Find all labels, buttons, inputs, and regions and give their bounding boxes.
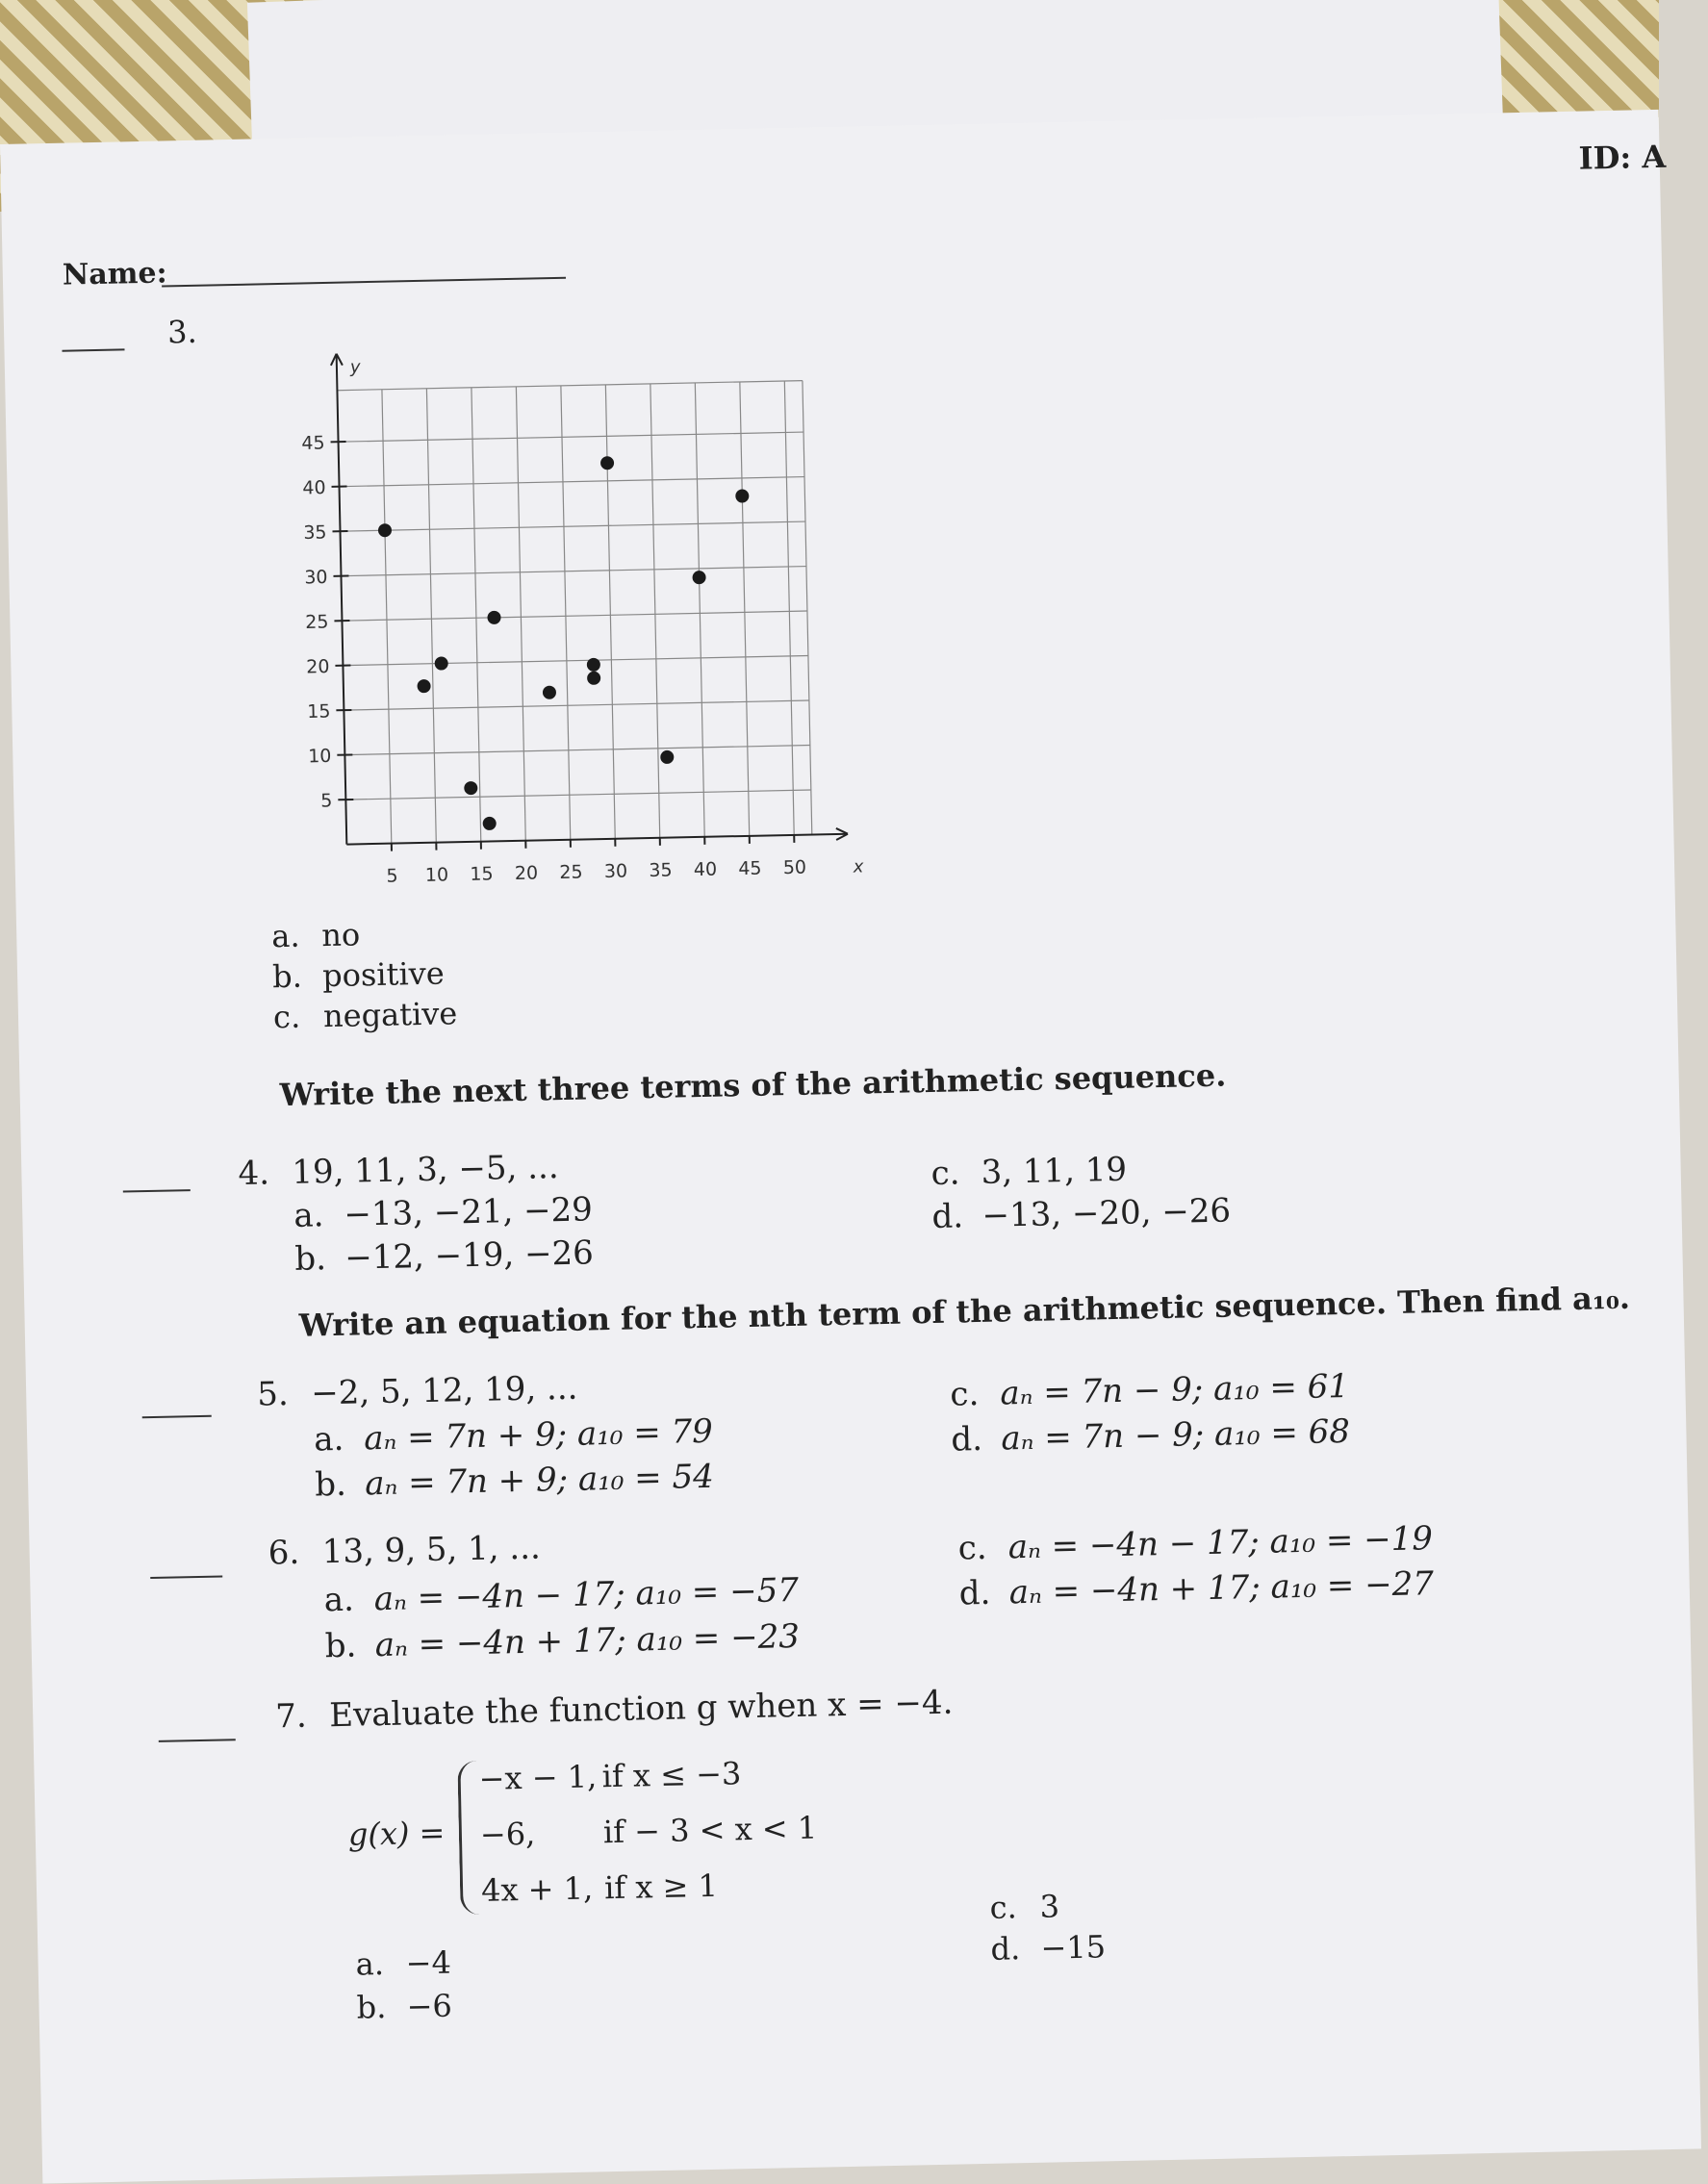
question-number: 7. (275, 1696, 330, 1736)
choice-letter: d. (951, 1420, 1002, 1460)
gridline-y (340, 477, 804, 487)
name-blank-line[interactable] (162, 277, 566, 288)
x-tick-label: 15 (470, 863, 494, 885)
choice-letter: d. (958, 1573, 1009, 1613)
y-tick-label: 45 (301, 433, 325, 455)
question-prompt: 19, 11, 3, −5, ... (292, 1148, 559, 1192)
question-prompt: −2, 5, 12, 19, ... (311, 1369, 578, 1413)
x-tick-label: 20 (515, 862, 539, 884)
x-axis (346, 834, 848, 845)
data-point (378, 523, 392, 537)
choice-letter: d. (931, 1197, 982, 1236)
choice-text: positive (322, 955, 445, 995)
choice-letter: a. (271, 917, 322, 954)
choice-text: aₙ = −4n + 17; a₁₀ = −27 (1008, 1564, 1434, 1612)
gridline-y (345, 790, 810, 800)
choice-q6-b (324, 1617, 800, 1665)
y-tick-label: 40 (302, 477, 326, 499)
choice-letter: a. (314, 1419, 365, 1459)
choice-text: 3, 11, 19 (981, 1151, 1127, 1192)
answer-blank-q3[interactable] (62, 348, 124, 351)
choice-q7-d (990, 1928, 1106, 1967)
question-number: 4. (238, 1154, 293, 1193)
grid-border-right (803, 381, 812, 835)
x-tick-label: 25 (559, 861, 583, 883)
choice-text: −13, −20, −26 (981, 1191, 1231, 1234)
y-axis-label: y (349, 357, 361, 377)
worksheet-page (0, 110, 1701, 2184)
choice-q4-d (931, 1191, 1231, 1235)
y-tick-label: 30 (304, 567, 328, 589)
question-number-q3: 3. (167, 314, 197, 351)
choice-q7-b (356, 1988, 452, 2026)
gridline-x (784, 381, 794, 835)
piece-cond-1: if x ≤ −3 (601, 1755, 741, 1794)
gridline-x (426, 389, 436, 843)
choice-text: aₙ = −4n − 17; a₁₀ = −19 (1007, 1519, 1433, 1566)
gridline-x (740, 382, 750, 836)
question-prompt: 13, 9, 5, 1, ... (321, 1529, 541, 1572)
choice-q3-a (271, 916, 361, 954)
x-tick-label: 40 (694, 859, 718, 881)
piece-cond-3: if x ≥ 1 (604, 1867, 719, 1906)
data-point (464, 781, 477, 795)
choice-text: aₙ = −4n − 17; a₁₀ = −57 (373, 1571, 799, 1618)
choice-letter: b. (294, 1239, 345, 1279)
x-tick-label: 45 (738, 858, 762, 880)
x-tick-label: 30 (604, 861, 628, 883)
gridline-y (341, 567, 805, 576)
choice-text: −6 (406, 1988, 452, 2025)
question-number: 6. (268, 1533, 322, 1572)
y-tick-label: 5 (320, 790, 333, 811)
question-number: 5. (257, 1375, 312, 1414)
y-tick-label: 25 (305, 611, 329, 633)
choice-q4-c (930, 1151, 1127, 1193)
choice-q5-a (314, 1412, 713, 1460)
piece-expr-1: −x − 1, (478, 1758, 597, 1797)
choice-q4-a (293, 1190, 593, 1234)
y-axis (337, 354, 347, 845)
x-axis-label: x (853, 856, 864, 876)
choice-text: no (321, 916, 361, 953)
choice-text: −15 (1040, 1928, 1106, 1966)
choice-text: negative (323, 995, 458, 1034)
choice-letter: a. (355, 1945, 406, 1983)
question-q6 (268, 1529, 541, 1573)
gridline-x (561, 386, 571, 840)
data-point (483, 817, 497, 830)
choice-q3-c (273, 995, 458, 1035)
choice-letter: b. (356, 1989, 407, 2026)
choice-text: aₙ = 7n − 9; a₁₀ = 61 (1000, 1367, 1349, 1413)
choice-q5-b (315, 1458, 714, 1505)
choice-letter: a. (323, 1580, 374, 1619)
gridline-x (472, 388, 481, 842)
answer-blank-q7[interactable] (159, 1739, 236, 1742)
grid-border-top (337, 381, 802, 391)
choice-letter: c. (930, 1154, 981, 1193)
gridline-x (382, 390, 392, 844)
choice-letter: d. (990, 1930, 1041, 1968)
choice-letter: c. (950, 1375, 1001, 1414)
instruction-sequence: Write the next three terms of the arithmetic sequence. (279, 1057, 1226, 1114)
choice-q3-b (272, 955, 445, 996)
data-point (692, 571, 705, 584)
x-tick-label: 10 (425, 864, 449, 886)
gridline-x (650, 384, 660, 838)
piece-cond-2: if − 3 < x < 1 (602, 1810, 817, 1851)
choice-letter: b. (272, 957, 323, 995)
instruction-nth-term: Write an equation for the nth term of the arithmetic sequence. Then find a₁₀. (298, 1280, 1630, 1344)
function-name: g(x) = (347, 1815, 445, 1853)
choice-q6-a (323, 1571, 799, 1619)
question-q7 (275, 1684, 954, 1737)
data-point (417, 679, 430, 693)
gridline-x (605, 385, 615, 839)
choice-text: aₙ = 7n + 9; a₁₀ = 79 (364, 1412, 713, 1459)
answer-blank-q5[interactable] (142, 1415, 212, 1419)
choice-q6-c (957, 1519, 1433, 1567)
choice-q7-c (989, 1888, 1059, 1926)
gridline-y (339, 432, 803, 442)
choice-q6-d (958, 1564, 1434, 1613)
choice-letter: c. (273, 998, 324, 1035)
choice-q5-c (950, 1367, 1349, 1414)
gridline-y (344, 700, 808, 710)
x-tick-label: 35 (649, 860, 673, 882)
name-label: Name: (62, 256, 166, 292)
piece-expr-2: −6, (480, 1816, 536, 1853)
y-tick-label: 10 (308, 746, 332, 768)
choice-letter: c. (957, 1528, 1008, 1567)
gridline-y (342, 611, 806, 621)
x-tick-label: 50 (783, 857, 807, 879)
gridline-y (344, 746, 809, 755)
data-point (660, 750, 674, 764)
choice-letter: c. (989, 1889, 1040, 1926)
choice-q4-b (294, 1233, 594, 1278)
gridline-y (343, 656, 807, 666)
choice-text: aₙ = −4n + 17; a₁₀ = −23 (374, 1617, 800, 1664)
choice-letter: a. (293, 1196, 344, 1235)
gridline-y (341, 521, 805, 531)
piece-expr-3: 4x + 1, (481, 1869, 594, 1908)
choice-text: −13, −21, −29 (344, 1190, 593, 1233)
id-label: ID: A (1578, 139, 1666, 177)
scatter-plot (249, 334, 857, 885)
data-point (587, 672, 600, 685)
question-q4 (238, 1148, 559, 1193)
choice-text: aₙ = 7n + 9; a₁₀ = 54 (365, 1458, 714, 1504)
data-point (543, 686, 556, 699)
question-prompt: Evaluate the function g when x = −4. (329, 1684, 954, 1736)
answer-blank-q6[interactable] (150, 1575, 222, 1579)
data-point (735, 489, 749, 502)
choice-text: aₙ = 7n − 9; a₁₀ = 68 (1001, 1412, 1350, 1459)
choice-q7-a (355, 1944, 451, 1983)
choice-letter: b. (315, 1464, 366, 1504)
choice-letter: b. (324, 1626, 375, 1665)
choice-text: −12, −19, −26 (344, 1233, 594, 1277)
data-point (487, 611, 500, 624)
gridline-x (516, 387, 525, 841)
y-tick-label: 20 (306, 656, 330, 678)
data-point (435, 656, 448, 670)
question-q5 (257, 1369, 578, 1414)
choice-text: −4 (405, 1944, 451, 1982)
choice-text: 3 (1039, 1888, 1059, 1924)
choice-q5-d (951, 1412, 1350, 1460)
data-point (600, 456, 614, 470)
gridline-x (695, 383, 704, 837)
y-tick-label: 35 (303, 521, 327, 544)
answer-blank-q4[interactable] (123, 1189, 191, 1192)
x-tick-label: 5 (386, 866, 398, 887)
y-tick-label: 15 (307, 700, 331, 723)
